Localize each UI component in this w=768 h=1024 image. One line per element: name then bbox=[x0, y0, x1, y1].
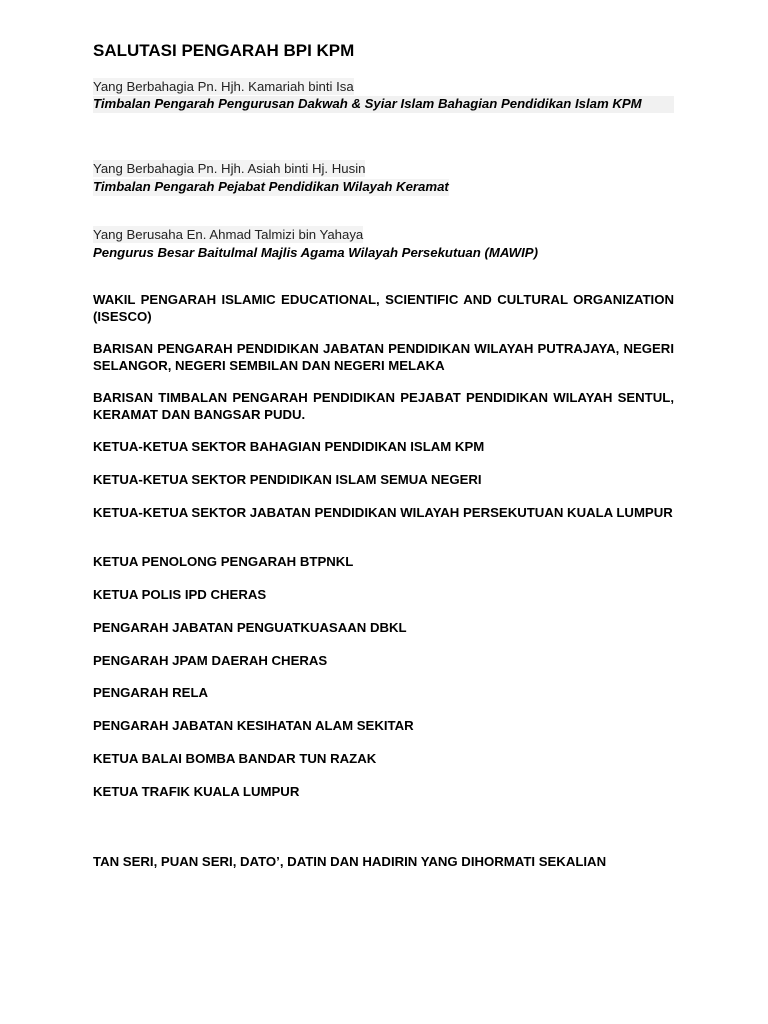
guest-role: Timbalan Pengarah Pengurusan Dakwah & Syiar Islam Bahagian Pendidikan Islam KPM bbox=[93, 96, 674, 113]
salutation-line: PENGARAH JABATAN KESIHATAN ALAM SEKITAR bbox=[93, 718, 414, 733]
salutation-line: KETUA TRAFIK KUALA LUMPUR bbox=[93, 784, 300, 799]
guest-block bbox=[93, 226, 674, 262]
guest-block bbox=[93, 160, 674, 196]
guest-role: Pengurus Besar Baitulmal Majlis Agama Wilayah Persekutuan (MAWIP) bbox=[93, 245, 538, 260]
guest-block bbox=[93, 78, 674, 113]
salutation-line: KETUA-KETUA SEKTOR BAHAGIAN PENDIDIKAN ISLAM KPM bbox=[93, 439, 485, 454]
guest-name: Yang Berusaha En. Ahmad Talmizi bin Yahaya bbox=[93, 227, 364, 242]
closing-salutation: TAN SERI, PUAN SERI, DATO’, DATIN DAN HADIRIN YANG DIHORMATI SEKALIAN bbox=[93, 854, 607, 869]
salutation-line: BARISAN PENGARAH PENDIDIKAN JABATAN PENDIDIKAN WILAYAH PUTRAJAYA, NEGERI SELANGOR, NEGERI SEMBILAN DAN NEGERI MELAKA bbox=[93, 341, 674, 373]
salutation-line: KETUA PENOLONG PENGARAH BTPNKL bbox=[93, 554, 354, 569]
salutation-line: KETUA POLIS IPD CHERAS bbox=[93, 587, 267, 602]
salutation-line: KETUA-KETUA SEKTOR JABATAN PENDIDIKAN WILAYAH PERSEKUTUAN KUALA LUMPUR bbox=[93, 505, 673, 520]
salutation-line: PENGARAH JPAM DAERAH CHERAS bbox=[93, 653, 328, 668]
salutation-line: BARISAN TIMBALAN PENGARAH PENDIDIKAN PEJABAT PENDIDIKAN WILAYAH SENTUL, KERAMAT DAN BANGSAR PUDU. bbox=[93, 390, 674, 422]
document-title: SALUTASI PENGARAH BPI KPM bbox=[93, 41, 355, 60]
salutation-line: PENGARAH RELA bbox=[93, 685, 209, 700]
guest-role: Timbalan Pengarah Pejabat Pendidikan Wilayah Keramat bbox=[93, 179, 449, 194]
salutation-line: KETUA BALAI BOMBA BANDAR TUN RAZAK bbox=[93, 751, 377, 766]
guest-name: Yang Berbahagia Pn. Hjh. Kamariah binti Isa bbox=[93, 79, 354, 94]
salutation-line: WAKIL PENGARAH ISLAMIC EDUCATIONAL, SCIENTIFIC AND CULTURAL ORGANIZATION (ISESCO) bbox=[93, 292, 674, 324]
salutation-line: KETUA-KETUA SEKTOR PENDIDIKAN ISLAM SEMUA NEGERI bbox=[93, 472, 482, 487]
guest-name: Yang Berbahagia Pn. Hjh. Asiah binti Hj. Husin bbox=[93, 161, 366, 176]
salutation-line: PENGARAH JABATAN PENGUATKUASAAN DBKL bbox=[93, 620, 407, 635]
